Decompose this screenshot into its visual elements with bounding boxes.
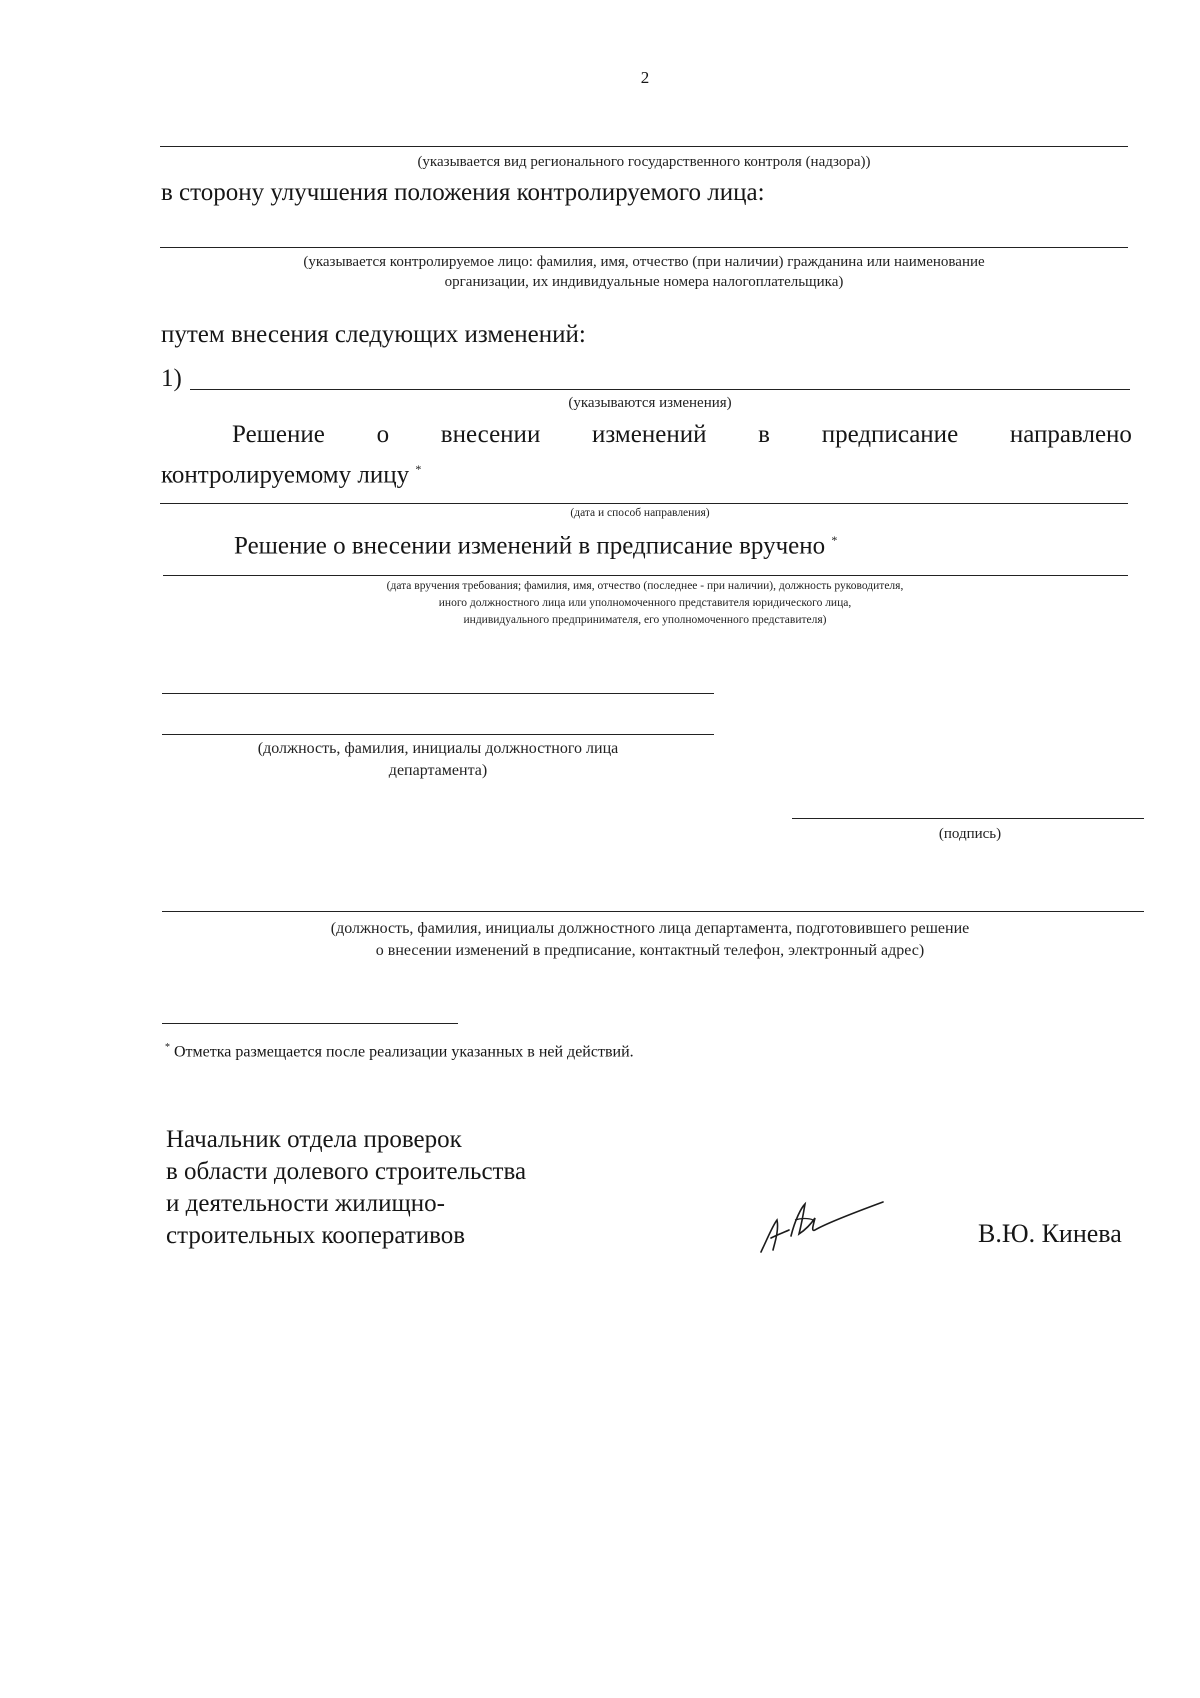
decision-sent-line2: контролируемому лицу * bbox=[161, 461, 422, 489]
delivered-line bbox=[163, 575, 1128, 576]
sent-caption: (дата и способ направления) bbox=[570, 507, 710, 519]
changes-caption: (указываются изменения) bbox=[568, 395, 732, 411]
controlled-person-caption: (указывается контролируемое лицо: фамилия, имя, отчество (при наличии) гражданина или наименование организации, их индивидуальные номера налогоплательщика) bbox=[303, 254, 985, 290]
sent-line bbox=[160, 503, 1128, 504]
changes-intro: путем внесения следующих изменений: bbox=[161, 321, 586, 348]
decision-sent-line1: Решение о внесении изменений в предписание направлено bbox=[232, 421, 1132, 448]
preparer-line bbox=[162, 911, 1144, 912]
controlled-person-line bbox=[160, 247, 1128, 248]
control-type-caption: (указывается вид регионального государственного контроля (надзора)) bbox=[417, 154, 871, 170]
handwritten-signature bbox=[755, 1190, 895, 1260]
signature-line bbox=[792, 818, 1144, 819]
footnote-separator bbox=[162, 1023, 458, 1024]
item-number: 1) bbox=[161, 365, 182, 392]
improvement-text: в сторону улучшения положения контролируемого лица: bbox=[161, 179, 765, 206]
preparer-caption: (должность, фамилия, инициалы должностного лица департамента, подготовившего решение о внесении изменений в предписание, контактный телефон, электронный адрес) bbox=[330, 920, 970, 959]
changes-line bbox=[190, 389, 1130, 390]
page-number: 2 bbox=[640, 68, 650, 87]
footnote-mark: * bbox=[415, 462, 422, 476]
footnote-mark-2: * bbox=[831, 533, 838, 547]
footnote: * Отметка размещается после реализации указанных в ней действий. bbox=[165, 1042, 634, 1061]
official-caption: (должность, фамилия, инициалы должностного лица департамента) bbox=[257, 740, 619, 779]
official-line-2 bbox=[162, 734, 714, 735]
official-line-1 bbox=[162, 693, 714, 694]
decision-delivered: Решение о внесении изменений в предписание вручено * bbox=[234, 532, 838, 560]
signer-name: В.Ю. Кинева bbox=[978, 1219, 1122, 1248]
control-type-line bbox=[160, 146, 1128, 147]
signature-caption: (подпись) bbox=[938, 826, 1002, 842]
delivered-caption: (дата вручения требования; фамилия, имя, отчество (последнее - при наличии), должность руководителя, иного должностного лица или уполномоченного представителя юридического лица, индивидуального предпринимателя, его уполномоченного представителя) bbox=[386, 580, 904, 626]
signer-title: Начальник отдела проверок в области долевого строительства и деятельности жилищно- строительных кооперативов bbox=[166, 1126, 527, 1249]
